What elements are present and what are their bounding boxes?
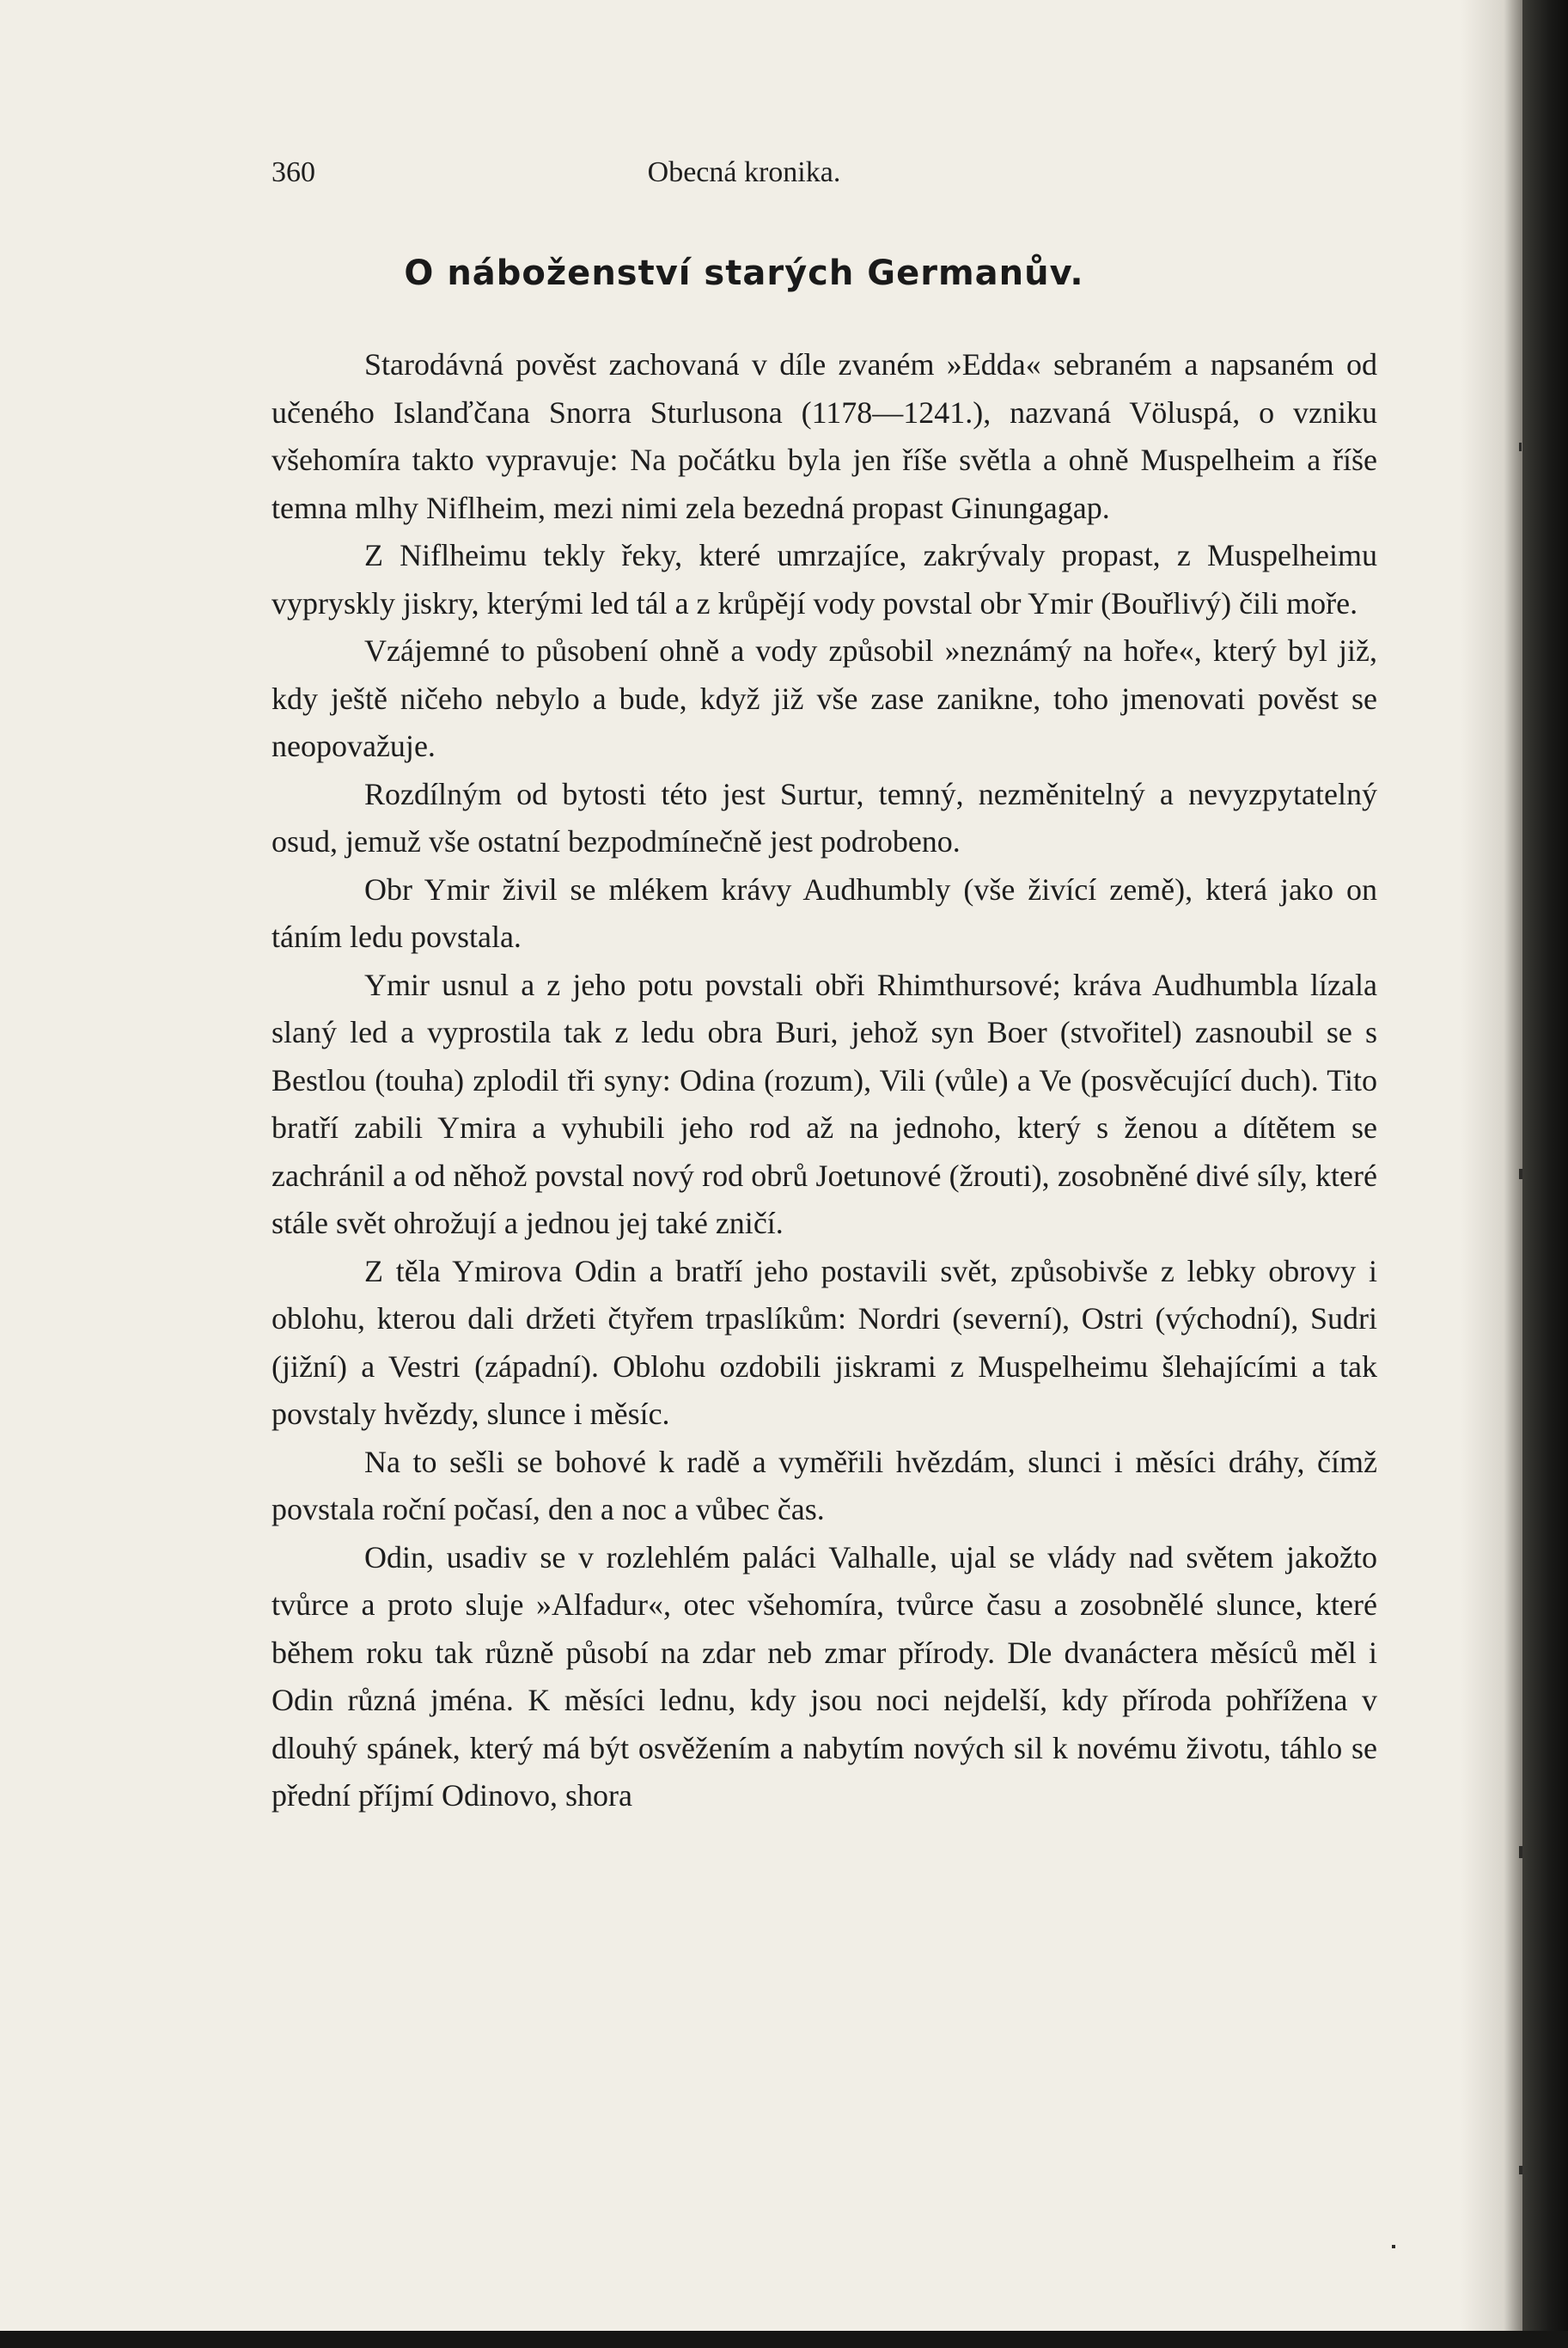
paragraph: Odin, usadiv se v rozlehlém paláci Valhalle, ujal se vlády nad světem jakožto tvůrce a proto sluje »Alfadur«, otec všehomíra, tvůrce času a zosobnělé slunce, které během roku tak různě působí na zdar neb zmar přírody. Dle dvanáctera měsíců měl i Odin různá jména. K měsíci lednu, kdy jsou noci nejdelší, kdy příroda pohřížena v dlouhý spánek, který má být osvěžením a nabytím nových sil k novému životu, táhlo se přední příjmí Odinovo, shora bbox=[272, 1539, 1377, 1813]
paragraph: Z Niflheimu tekly řeky, které umrzajíce, zakrývaly propast, z Muspelheimu vypryskly jiskry, kterými led tál a z krůpějí vody povstal obr Ymir (Bouřlivý) čili moře. bbox=[272, 538, 1377, 621]
scan-border-bottom bbox=[0, 2331, 1568, 2348]
chapter-title: O náboženství starých Germanův. bbox=[404, 254, 1084, 293]
paragraph: Starodávná pověst zachovaná v díle zvaném »Edda« sebraném a napsaném od učeného Islanďčana Snorra Sturlusona (1178—1241.), nazvaná Völuspá, o vzniku všehomíra takto vypravuje: Na počátku byla jen říše světla a ohně Muspelheim a říše temna mlhy Niflheim, mezi nimi zela bezedná propast Ginungagap. bbox=[272, 347, 1377, 525]
body-text bbox=[272, 341, 1377, 1820]
paragraph: Z těla Ymirova Odin a bratří jeho postavili svět, způsobivše z lebky obrovy i oblohu, kterou dali držeti čtyřem trpaslíkům: Nordri (severní), Ostri (východní), Sudri (jižní) a Vestri (západní). Oblohu ozdobili jiskrami z Muspelheimu šlehajícími a tak povstaly hvězdy, slunce i měsíc. bbox=[272, 1253, 1377, 1431]
paragraph: Ymir usnul a z jeho potu povstali obři Rhimthursové; kráva Audhumbla lízala slaný led a vyprostila tak z ledu obra Buri, jehož syn Boer (stvořitel) zasnoubil se s Bestlou (touha) zplodil tři syny: Odina (rozum), Vili (vůle) a Ve (posvěcující duch). Tito bratří zabili Ymira a vyhubili jeho rod až na jednoho, který s ženou a dítětem se zachránil a od něhož povstal nový rod obrů Joetunové (žrouti), zosobněné divé síly, které stále svět ohrožují a jednou jej také zničí. bbox=[272, 967, 1377, 1240]
running-title: Obecná kronika. bbox=[647, 156, 841, 188]
page-number: 360 bbox=[272, 156, 315, 188]
paragraph: Rozdílným od bytosti této jest Surtur, temný, nezměnitelný a nevyzpytatelný osud, jemuž vše ostatní bezpodmínečně jest podrobeno. bbox=[272, 776, 1377, 859]
page-edge-shadow bbox=[1461, 0, 1522, 2348]
paragraph: Vzájemné to působení ohně a vody způsobil »neznámý na hoře«, který byl již, kdy ještě ničeho nebylo a bude, když již vše zase zanikne, toho jmenovati pověst se neopovažuje. bbox=[272, 633, 1377, 763]
paragraph: Na to sešli se bohové k radě a vyměřili hvězdám, slunci i měsíci dráhy, čímž povstala roční počasí, den a noc a vůbec čas. bbox=[272, 1444, 1377, 1526]
paragraph: Obr Ymir živil se mlékem krávy Audhumbly (vše živící země), která jako on táním ledu povstala. bbox=[272, 871, 1377, 954]
scan-border-right bbox=[1522, 0, 1568, 2348]
scan-speck bbox=[1392, 2245, 1395, 2248]
scan-speck bbox=[1519, 443, 1522, 451]
page-header bbox=[272, 156, 1217, 199]
